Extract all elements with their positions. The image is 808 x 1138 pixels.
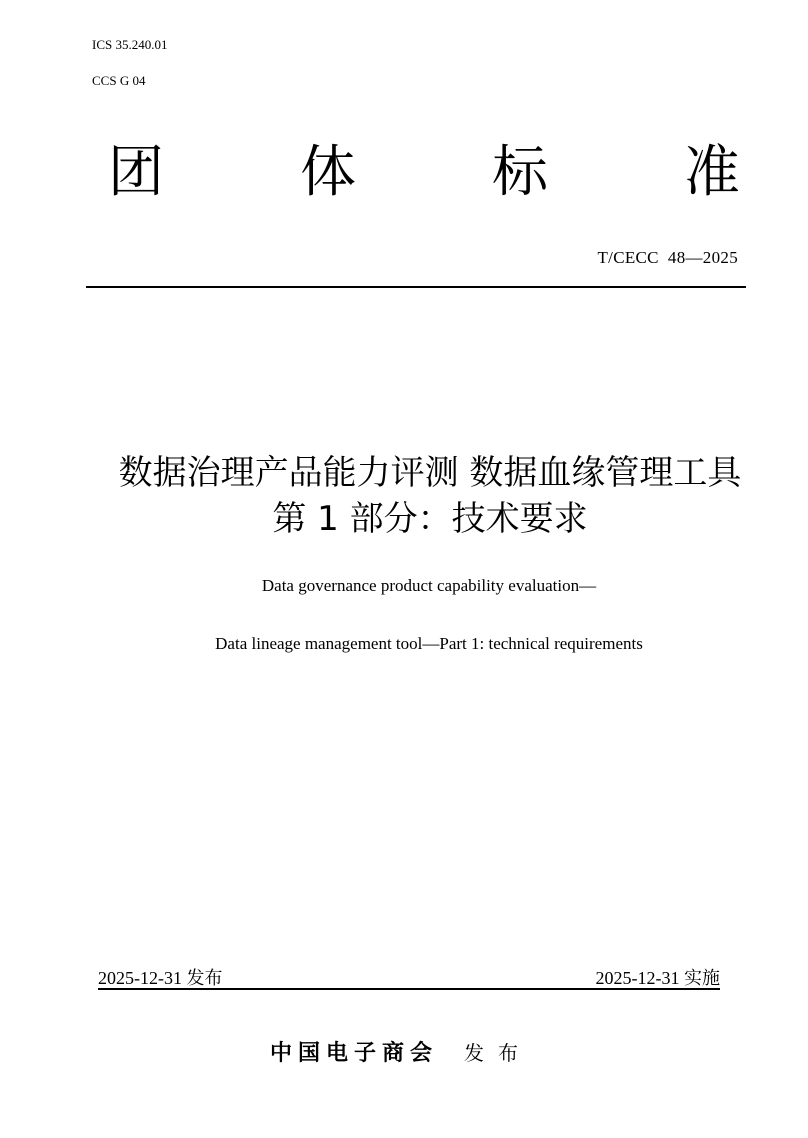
standard-type-char: 体 — [300, 140, 356, 205]
publisher-action: 发布 — [464, 1041, 533, 1065]
implementation-date: 2025-12-31 实施 — [595, 968, 720, 988]
standard-type-heading — [108, 138, 740, 208]
bottom-divider — [98, 988, 720, 990]
publisher-organization: 中国电子商会 — [270, 1041, 439, 1066]
chinese-title-line-1: 数据治理产品能力评测 数据血缘管理工具 — [118, 453, 742, 493]
standard-number: T/CECC 48—2025 — [597, 248, 738, 267]
standard-type-char: 团 — [108, 140, 164, 205]
standard-type-char: 标 — [492, 140, 548, 205]
english-title-line-1: Data governance product capability evaluation— — [261, 576, 597, 595]
english-title-line-2: Data lineage management tool—Part 1: technical requirements — [215, 634, 643, 653]
chinese-title-line-2: 第 1 部分：技术要求 — [272, 499, 588, 539]
chinese-title — [60, 450, 800, 542]
publisher-line — [270, 1038, 532, 1069]
standard-type-char: 准 — [684, 140, 740, 205]
ccs-code: CCS G 04 — [92, 73, 146, 88]
ics-code: ICS 35.240.01 — [92, 37, 168, 52]
issue-date: 2025-12-31 发布 — [98, 968, 223, 988]
top-divider — [86, 286, 746, 288]
